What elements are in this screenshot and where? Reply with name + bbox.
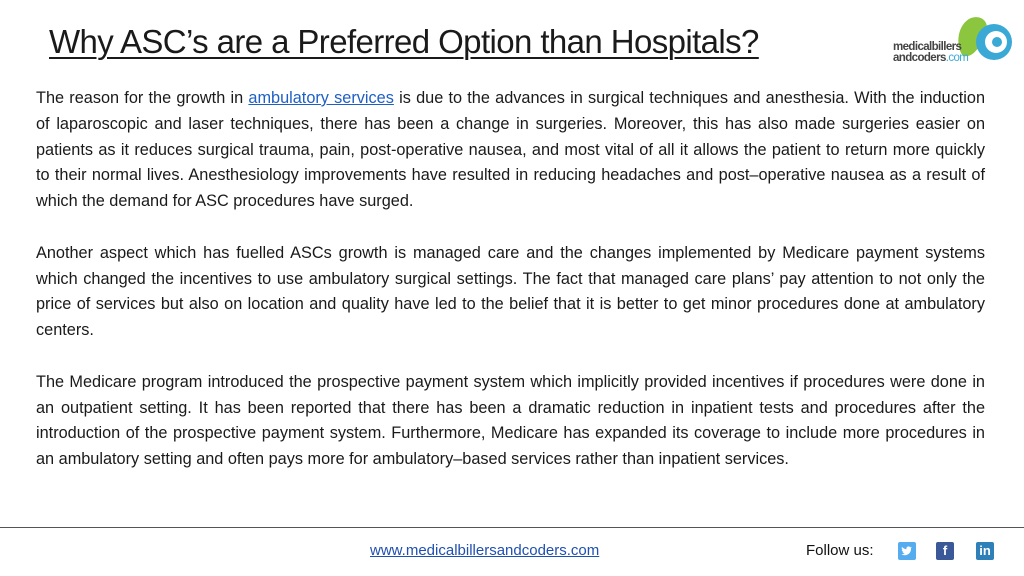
paragraph-1-prefix: The reason for the growth in xyxy=(36,89,249,107)
logo-line-2 xyxy=(893,53,968,64)
paragraph-2: Another aspect which has fuelled ASCs growth is managed care and the changes implemented by Medicare payment systems which changed the incentives to use ambulatory surgical settings. The fact that managed care plans’ pay attention to not only the price of services but also on location and quality have led to the belief that it is better to get minor procedures done at ambulatory centers. xyxy=(36,243,985,340)
website-link[interactable]: www.medicalbillersandcoders.com xyxy=(370,542,600,559)
logo-line-2-suffix: .com xyxy=(945,52,969,64)
ambulatory-services-link[interactable]: ambulatory services xyxy=(248,89,394,107)
facebook-icon[interactable]: f xyxy=(936,542,954,560)
logo-line-2-main: andcoders xyxy=(893,52,946,64)
twitter-bird-icon xyxy=(898,542,916,560)
slide-title: Why ASC’s are a Preferred Option than Hospitals? xyxy=(49,23,759,60)
follow-us-label: Follow us: xyxy=(806,542,874,559)
paragraph-1-suffix: is due to the advances in surgical techniques and anesthesia. With the induction of laparoscopic and laser techniques, there has been a change in surgeries. Moreover, this has also made surgeries easier on patients as it reduces surgical trauma, pain, post-operative nausea, and most vital of all it allows the patient to return more quickly to their normal lives. Anesthesiology improvements have resulted in reducing headaches and post–operative nausea as a result of which the demand for ASC procedures have surged. xyxy=(36,89,986,211)
paragraph-3: The Medicare program introduced the prospective payment system which implicitly provided incentives if procedures were done in an outpatient setting. It has been reported that there has been a dramatic reduction in inpatient tests and procedures after the introduction of the prospective payment system. Furthermore, Medicare has expanded its coverage to include more procedures in an ambulatory setting and often pays more for ambulatory–based services rather than inpatient services. xyxy=(36,372,985,469)
paragraph-1 xyxy=(36,86,985,215)
twitter-icon[interactable] xyxy=(898,542,916,560)
linkedin-icon[interactable]: in xyxy=(976,542,994,560)
company-logo[interactable] xyxy=(893,12,1018,72)
logo-line-1: medicalbillers xyxy=(893,41,962,53)
body-text xyxy=(36,86,985,499)
footer-divider xyxy=(0,527,1024,528)
logo-text xyxy=(893,42,968,64)
